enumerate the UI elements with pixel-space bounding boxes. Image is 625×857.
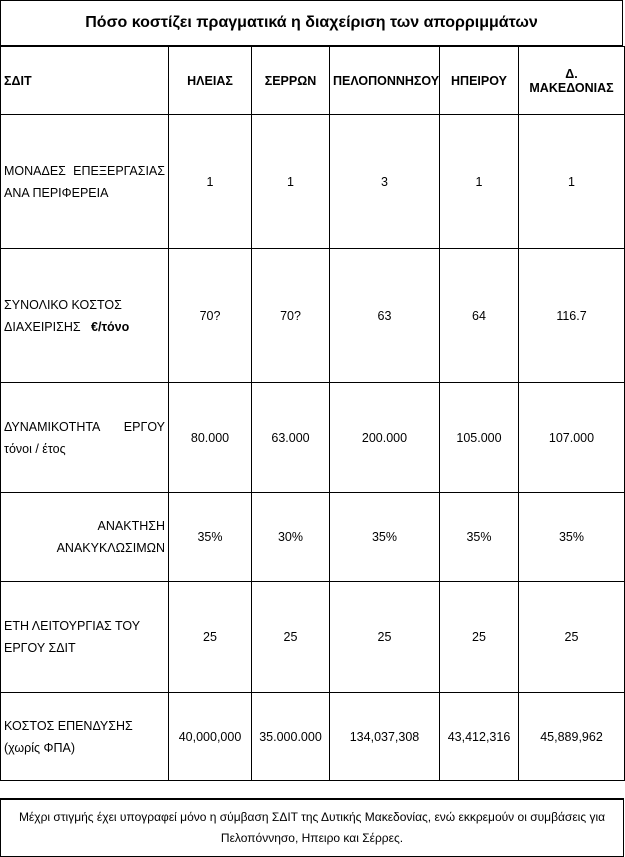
table-cell: 25: [519, 582, 625, 693]
table-cell: 25: [252, 582, 330, 693]
cost-table: [0, 46, 625, 781]
table-cell: 1: [440, 115, 519, 249]
table-row: [1, 493, 625, 582]
table-cell: 30%: [252, 493, 330, 582]
table-cell: 35.000.000: [252, 693, 330, 781]
table-cell: 107.000: [519, 383, 625, 493]
row-label-line: ΑΝΑ ΠΕΡΙΦΕΡΕΙΑ: [4, 185, 109, 200]
table-cell: 63: [330, 249, 440, 383]
table-cell: 63.000: [252, 383, 330, 493]
row-label-line: ΑΝΑΚΥΚΛΩΣΙΜΩΝ: [56, 541, 165, 555]
table-cell: 105.000: [440, 383, 519, 493]
row-label-line: ΕΤΗ ΛΕΙΤΟΥΡΓΙΑΣ ΤΟΥ: [4, 619, 141, 633]
row-label: [1, 693, 169, 781]
table-cell: 116.7: [519, 249, 625, 383]
sheet-title: Πόσο κοστίζει πραγματικά η διαχείριση των απορριμμάτων: [0, 0, 623, 46]
row-label-line: ΕΡΓΟΥ ΣΔΙΤ: [4, 641, 76, 655]
row-label-line: (χωρίς ΦΠΑ): [4, 740, 76, 755]
row-label: [1, 115, 169, 249]
table-row: [1, 383, 625, 493]
table-cell: 25: [330, 582, 440, 693]
column-header: ΗΠΕΙΡΟΥ: [440, 47, 519, 115]
row-label-line: ΑΝΑΚΤΗΣΗ: [97, 519, 165, 533]
table-cell: 80.000: [169, 383, 252, 493]
table-cell: 64: [440, 249, 519, 383]
row-label: [1, 249, 169, 383]
row-label-line: ΔΙΑΧΕΙΡΙΣΗΣ: [4, 319, 81, 334]
row-label: [1, 383, 169, 493]
row-label-line: ΣΥΝΟΛΙΚΟ ΚΟΣΤΟΣ: [4, 297, 122, 312]
table-cell: 1: [519, 115, 625, 249]
row-label-line: τόνοι / έτος: [4, 441, 66, 456]
table-cell: 35%: [169, 493, 252, 582]
row-label-line: ΜΟΝΑΔΕΣ ΕΠΕΞΕΡΓΑΣΙΑΣ: [4, 163, 165, 178]
corner-label: ΣΔΙΤ: [1, 47, 169, 115]
row-label-unit: €/τόνο: [91, 319, 130, 334]
table-cell: 40,000,000: [169, 693, 252, 781]
column-header: ΣΕΡΡΩΝ: [252, 47, 330, 115]
table-cell: 35%: [330, 493, 440, 582]
table-cell: 3: [330, 115, 440, 249]
table-row: [1, 249, 625, 383]
table-cell: 200.000: [330, 383, 440, 493]
table-cell: 25: [440, 582, 519, 693]
table-cell: 43,412,316: [440, 693, 519, 781]
table-cell: 1: [252, 115, 330, 249]
footer-note: [0, 798, 624, 857]
table-cell: 70?: [252, 249, 330, 383]
footer-note-text: Μέχρι στιγμής έχει υπογραφεί μόνο η σύμβαση ΣΔΙΤ της Δυτικής Μακεδονίας, ενώ εκκρεμούν οι συμβάσεις για Πελοπόννησο, Ηπειρο και Σέρρες.: [18, 810, 606, 845]
column-header: Δ. ΜΑΚΕΔΟΝΙΑΣ: [519, 47, 625, 115]
table-row: [1, 115, 625, 249]
table-cell: 134,037,308: [330, 693, 440, 781]
table-row: [1, 582, 625, 693]
table-row: [1, 693, 625, 781]
table-cell: 25: [169, 582, 252, 693]
row-label: [1, 493, 169, 582]
table-cell: 35%: [519, 493, 625, 582]
row-label: [1, 582, 169, 693]
row-label-line: ΚΟΣΤΟΣ ΕΠΕΝΔΥΣΗΣ: [4, 718, 133, 733]
table-cell: 35%: [440, 493, 519, 582]
column-header: ΗΛΕΙΑΣ: [169, 47, 252, 115]
table-cell: 70?: [169, 249, 252, 383]
column-header: ΠΕΛΟΠΟΝΝΗΣΟΥ: [330, 47, 440, 115]
row-label-line: ΔΥΝΑΜΙΚΟΤΗΤΑ ΕΡΓΟΥ: [4, 419, 165, 434]
header-row: [1, 47, 625, 115]
table-cell: 1: [169, 115, 252, 249]
table-cell: 45,889,962: [519, 693, 625, 781]
